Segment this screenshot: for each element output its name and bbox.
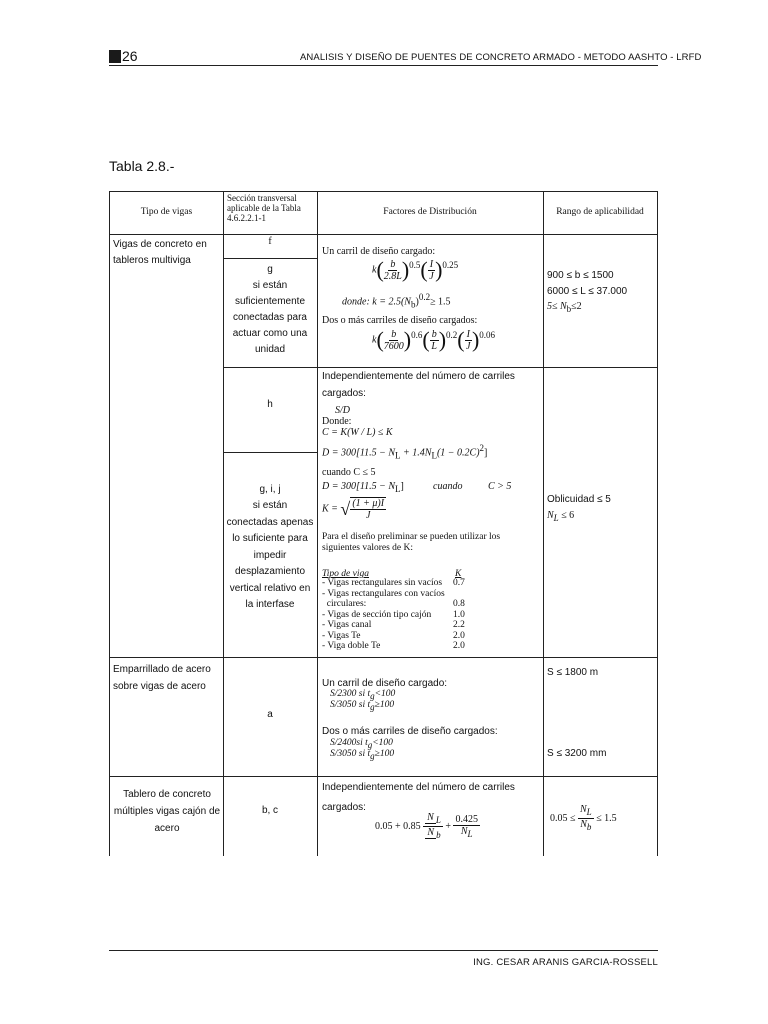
row1-one-lane-label: Un carril de diseño cargado:: [322, 246, 436, 257]
row1-two-lanes-label: Dos o más carriles de diseño cargados:: [322, 315, 478, 326]
k-numerator: (1 + μ)I: [352, 498, 385, 509]
row3-one-lane-label: Un carril de diseño cargado:: [322, 678, 448, 689]
row1-section-g-desc: si están suficientemente conectadas para actuar como una unidad: [232, 280, 308, 355]
range-nl-limit: ≤ 6: [558, 510, 575, 521]
row3-l1-text: S/2300 si t: [330, 689, 371, 699]
row3-l4-text: S/3050 si t: [330, 749, 371, 759]
row4-formula: 0.05 + 0.85 $\frac{N _L}{N _b}$ + $\frac{0.425}{N_L}$: [375, 812, 478, 840]
row-divider: [110, 776, 657, 777]
d-eq-part: ]: [484, 447, 488, 459]
d-eq-b-part: D = 300[11.5 − N: [322, 481, 396, 492]
row2-section-gij-desc: si están conectadas apenas lo suficiente para impedir desplazamiento vertical relativo en la interfase: [226, 500, 314, 610]
row2-range-NL: $N_L \le 6$: [547, 510, 575, 523]
row4-section: b, c: [261, 805, 279, 816]
k-row-label: - Vigas canal: [322, 620, 372, 630]
row2-donde: Donde:: [322, 416, 352, 427]
row3-l3-text: S/2400si t: [330, 738, 368, 748]
col-header-factores: Factores de Distribución: [383, 207, 477, 217]
row-divider: [110, 234, 657, 235]
k-row-label: - Vigas de sección tipo cajón: [322, 609, 432, 620]
header-page-marker: [109, 50, 121, 63]
k-row-value: 0.8: [453, 599, 465, 609]
row-divider: [110, 657, 657, 658]
k-row-label: - Vigas rectangulares con vacíos: [322, 588, 445, 599]
range-nb-limit: ≤2: [571, 301, 582, 312]
row1-range-Nb: $5\le N_b\le 2$: [547, 301, 582, 314]
formula-plus: +: [445, 820, 451, 832]
d-eq-part: (1 − 0.2C): [436, 447, 480, 459]
k-row-label: circulares:: [322, 599, 367, 609]
d-eq-part: + 1.4N: [400, 447, 432, 459]
row3-l4: S/3050 si $t_g\ge 100$: [330, 749, 395, 761]
row3-l2-limit: ≥100: [374, 700, 395, 710]
footer-author: ING. CESAR ARANIS GARCIA-ROSSELL: [473, 957, 658, 968]
k-row-label: - Vigas Te: [322, 630, 361, 641]
row-divider: [223, 452, 317, 453]
row1-range-b: 900 ≤ b ≤ 1500: [547, 270, 614, 281]
k-row-value: 0.7: [453, 578, 465, 588]
d-eq-part: D = 300[11.5 − N: [322, 447, 396, 459]
k-row-value: 2.0: [453, 630, 465, 641]
row4-indep-label: Independientemente del número de carriles cargados:: [322, 782, 515, 813]
donde-k-limit: ≥ 1.5: [430, 296, 451, 308]
frac-num: 0.425: [455, 813, 478, 825]
footer-rule: [109, 950, 658, 951]
range-lower: 0.05 ≤: [550, 812, 576, 824]
row3-l4-limit: ≥100: [374, 749, 395, 759]
col-divider: [543, 192, 544, 856]
row2-d-eq-b: $D = 300[11.5 - N_L]$: [322, 481, 404, 494]
row3-l1: S/2300 si $t_g<100$: [330, 689, 396, 701]
row3-l2-text: S/3050 si t: [330, 700, 371, 710]
table-title: Tabla 2.8.-: [109, 158, 175, 174]
row2-prelim-note: Para el diseño preliminar se pueden utilizar los siguientes valores de K:: [322, 532, 501, 553]
range-nl-text: N: [547, 510, 554, 521]
running-header-title: ANALISIS Y DISEÑO DE PUENTES DE CONCRETO ARMADO - METODO AASHTO - LRFD: [300, 52, 702, 63]
frac-num: N: [427, 812, 434, 823]
header-rule: [109, 65, 658, 66]
row3-l3-limit: <100: [372, 738, 393, 748]
row2-section-gij: g, i, j: [259, 484, 281, 495]
row3-section: a: [267, 709, 273, 720]
row1-section-f: f: [268, 236, 272, 247]
row2-indep-label: Independientemente del número de carriles cargados:: [322, 371, 515, 399]
row1-one-lane-formula: k( $\frac{b}{2.8L}$ )$^{0.5}$( $\frac{I}{J}$ )$^{0.25}$: [372, 257, 459, 283]
row3-l3: S/2400si $t_g<100$: [330, 738, 393, 750]
row3-two-lanes-label: Dos o más carriles de diseño cargados:: [322, 726, 498, 737]
row2-k-header: K: [455, 569, 462, 579]
col-header-seccion: Sección transversal aplicable de la Tabla 4.6.2.2.1-1: [227, 193, 301, 223]
row4-tipo: Tablero de concreto múltiples vigas cajón de acero: [113, 789, 221, 834]
k-row-label: - Vigas rectangulares sin vacíos: [322, 578, 443, 588]
row2-cuando-2: cuando: [433, 481, 463, 492]
row2-k-eq: K = √ $\frac{(1 + \mu)I}{J}$: [322, 498, 385, 521]
row1-range-L: 6000 ≤ L ≤ 37.000: [547, 286, 628, 297]
col-divider: [317, 192, 318, 856]
row3-range-2: S ≤ 3200 mm: [547, 748, 607, 759]
row2-range-oblicuidad: Oblicuidad ≤ 5: [547, 494, 611, 505]
range-nb-text: 5≤ N: [547, 301, 567, 312]
k-row-value: 2.0: [453, 641, 465, 651]
k-row-value: 2.2: [453, 620, 465, 630]
row2-cuando-1: cuando C ≤ 5: [322, 467, 376, 478]
row3-tipo: Emparrillado de acero sobre vigas de acero: [113, 664, 211, 692]
donde-k-text: donde: k = 2.5(N: [342, 296, 411, 308]
row4-range: 0.05 ≤ $\frac{N_L}{N_b}$ ≤ 1.5: [550, 804, 617, 832]
row3-l1-limit: <100: [374, 689, 396, 699]
row2-c-gt: C > 5: [488, 481, 512, 492]
k-row-label: - Viga doble Te: [322, 641, 381, 651]
row2-section-h: h: [267, 399, 273, 410]
d-eq-b-part: ]: [400, 481, 404, 492]
row3-l2: S/3050 si $t_g\ge 100$: [330, 700, 395, 712]
row1-donde-k: donde: $k = 2.5(N_b)^{0.2}\ge 1.5$: [342, 292, 451, 310]
donde-k-paren: ): [415, 296, 419, 308]
col-header-rango: Rango de aplicabilidad: [556, 207, 644, 217]
row2-tipo-viga-header: Tipo de viga: [322, 569, 369, 579]
k-eq-label: K =: [322, 503, 338, 515]
k-denominator: J: [365, 510, 371, 521]
row1-tipo: Vigas de concreto en tableros multiviga: [113, 239, 207, 266]
row2-sd: S/D: [335, 405, 350, 416]
row2-d-eq: $D = 300[11.5 - N_L + 1.4N_L(1 - 0.2C)^2]$: [322, 443, 488, 461]
formula-term: 0.05 + 0.85: [375, 820, 421, 832]
row1-two-lanes-formula: k( $\frac{b}{7600}$ )$^{0.6}$( $\frac{b}{L}$ )$^{0.2}$( $\frac{I}{J}$ )$^{0.06}$: [372, 327, 496, 353]
page-number: 26: [122, 48, 138, 64]
row2-c-eq: C = K(W / L) ≤ K: [322, 427, 393, 438]
row1-section-g: g: [267, 264, 273, 275]
range-upper: ≤ 1.5: [596, 812, 617, 824]
row-divider: [223, 258, 317, 259]
k-row-value: 1.0: [453, 609, 465, 620]
frac-den: N: [427, 827, 435, 838]
distribution-factor-table: [109, 191, 658, 856]
row3-range-1: S ≤ 1800 m: [547, 667, 599, 678]
col-header-tipo: Tipo de vigas: [140, 207, 193, 217]
